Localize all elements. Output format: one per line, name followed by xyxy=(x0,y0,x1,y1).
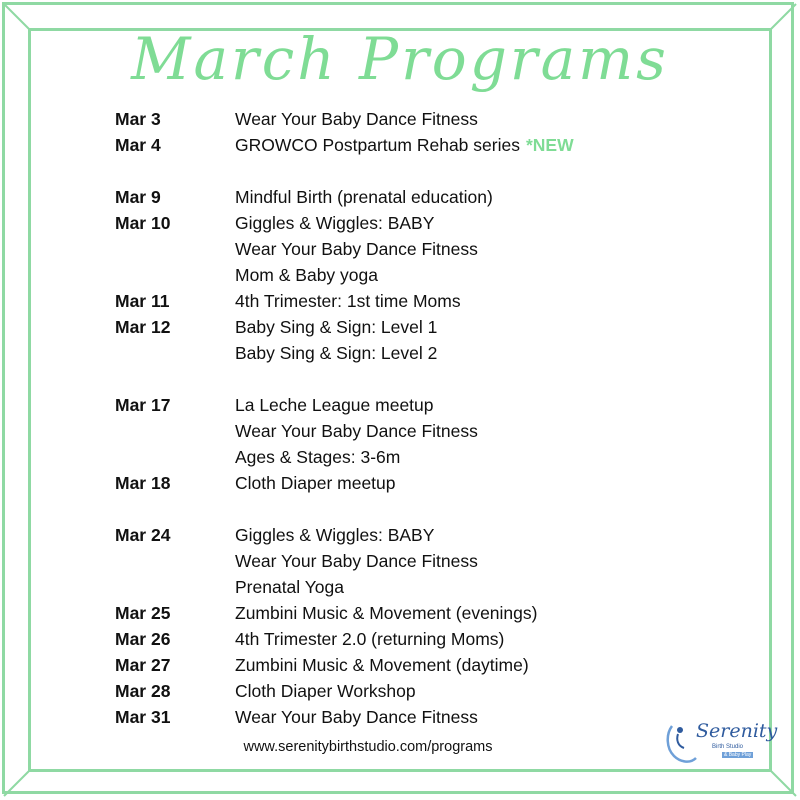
program-title: 4th Trimester 2.0 (returning Moms) xyxy=(235,629,505,649)
program-name xyxy=(235,340,437,366)
program-name xyxy=(235,132,574,158)
program-date: Mar 9 xyxy=(115,187,161,207)
program-date: Mar 26 xyxy=(115,629,171,649)
program-date: Mar 17 xyxy=(115,395,171,415)
program-schedule xyxy=(115,106,675,730)
schedule-spacer xyxy=(115,366,675,392)
program-name xyxy=(235,392,434,418)
schedule-row xyxy=(115,418,675,444)
program-date: Mar 28 xyxy=(115,681,171,701)
page-title: March Programs xyxy=(131,25,669,93)
schedule-spacer xyxy=(115,158,675,184)
program-name xyxy=(235,314,437,340)
schedule-row xyxy=(115,626,675,652)
program-title: Prenatal Yoga xyxy=(235,577,344,597)
program-title: 4th Trimester: 1st time Moms xyxy=(235,291,461,311)
program-title: Zumbini Music & Movement (evenings) xyxy=(235,603,538,623)
schedule-row xyxy=(115,262,675,288)
program-name xyxy=(235,444,400,470)
program-name xyxy=(235,236,478,262)
program-title: Wear Your Baby Dance Fitness xyxy=(235,109,478,129)
program-date: Mar 25 xyxy=(115,603,171,623)
program-title: Mom & Baby yoga xyxy=(235,265,378,285)
schedule-row xyxy=(115,236,675,262)
program-name xyxy=(235,210,434,236)
program-name xyxy=(235,522,434,548)
program-title: Giggles & Wiggles: BABY xyxy=(235,213,435,233)
program-name xyxy=(235,574,344,600)
program-date: Mar 31 xyxy=(115,707,171,727)
program-date: Mar 3 xyxy=(115,109,161,129)
program-title: Cloth Diaper Workshop xyxy=(235,681,416,701)
program-title: Wear Your Baby Dance Fitness xyxy=(235,239,478,259)
program-title: Baby Sing & Sign: Level 2 xyxy=(235,343,438,363)
schedule-row xyxy=(115,600,675,626)
schedule-row xyxy=(115,652,675,678)
schedule-row xyxy=(115,470,675,496)
program-title: Ages & Stages: 3-6m xyxy=(235,447,401,467)
program-title: Zumbini Music & Movement (daytime) xyxy=(235,655,529,675)
program-title: La Leche League meetup xyxy=(235,395,434,415)
program-name xyxy=(235,600,537,626)
schedule-row xyxy=(115,392,675,418)
program-title: Wear Your Baby Dance Fitness xyxy=(235,421,478,441)
program-name xyxy=(235,106,478,132)
program-title: GROWCO Postpartum Rehab series xyxy=(235,135,520,155)
schedule-row xyxy=(115,288,675,314)
program-title: Cloth Diaper meetup xyxy=(235,473,396,493)
schedule-row xyxy=(115,340,675,366)
program-date: Mar 10 xyxy=(115,213,171,233)
program-name xyxy=(235,470,396,496)
program-title: Wear Your Baby Dance Fitness xyxy=(235,707,478,727)
schedule-spacer xyxy=(115,496,675,522)
schedule-row xyxy=(115,314,675,340)
program-date: Mar 4 xyxy=(115,135,161,155)
program-date: Mar 12 xyxy=(115,317,171,337)
schedule-row xyxy=(115,444,675,470)
program-name xyxy=(235,652,529,678)
program-name xyxy=(235,184,493,210)
logo-badge: & Baby Play xyxy=(724,752,752,758)
program-date: Mar 18 xyxy=(115,473,171,493)
schedule-row xyxy=(115,106,675,132)
schedule-row xyxy=(115,522,675,548)
program-name xyxy=(235,418,478,444)
program-name xyxy=(235,704,478,730)
program-name xyxy=(235,262,378,288)
logo-name: Serenity xyxy=(696,720,778,742)
schedule-row xyxy=(115,704,675,730)
program-name xyxy=(235,288,461,314)
schedule-row xyxy=(115,132,675,158)
schedule-row xyxy=(115,574,675,600)
website-link[interactable]: www.serenitybirthstudio.com/programs xyxy=(243,739,493,755)
program-date: Mar 27 xyxy=(115,655,171,675)
program-date: Mar 24 xyxy=(115,525,171,545)
program-name xyxy=(235,548,478,574)
schedule-row xyxy=(115,184,675,210)
program-title: Giggles & Wiggles: BABY xyxy=(235,525,435,545)
program-title: Wear Your Baby Dance Fitness xyxy=(235,551,478,571)
schedule-row xyxy=(115,678,675,704)
program-date: Mar 11 xyxy=(115,291,170,311)
serenity-logo xyxy=(662,720,778,768)
program-name xyxy=(235,626,504,652)
program-title: Mindful Birth (prenatal education) xyxy=(235,187,493,207)
program-name xyxy=(235,678,416,704)
schedule-row xyxy=(115,210,675,236)
schedule-row xyxy=(115,548,675,574)
new-badge: *NEW xyxy=(525,135,574,155)
program-title: Baby Sing & Sign: Level 1 xyxy=(235,317,438,337)
logo-subtitle: Birth Studio xyxy=(712,744,744,750)
